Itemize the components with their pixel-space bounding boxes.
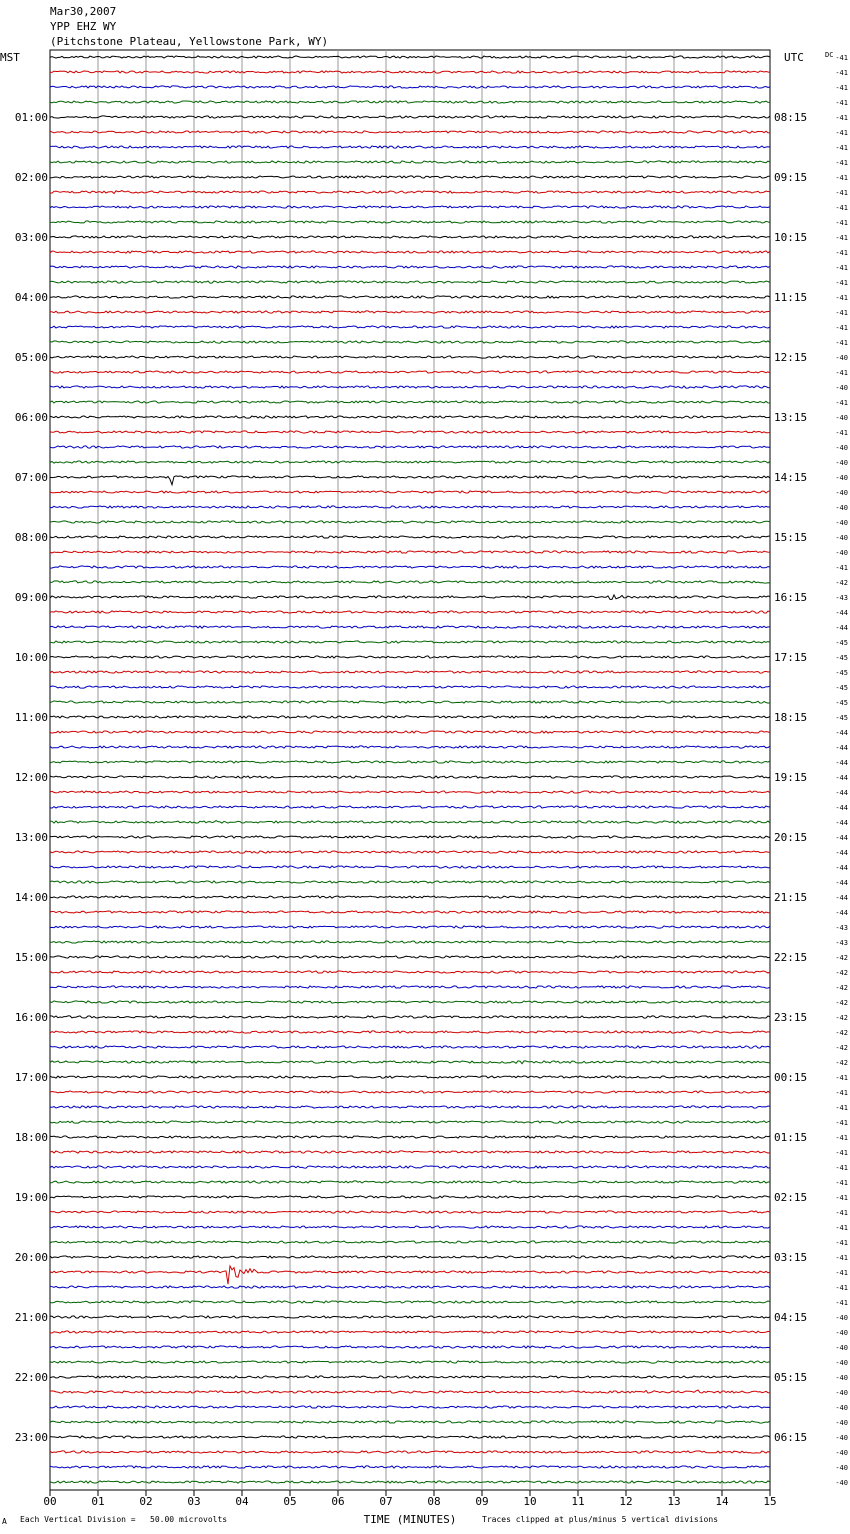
right-hour-label: 23:15 [774,1011,808,1024]
trace-row [50,1256,770,1258]
right-hour-label: 03:15 [774,1251,808,1264]
trace-row [50,956,770,958]
trace-row [50,971,770,973]
dc-offset-label: -41 [835,1089,848,1097]
trace-row [50,716,770,718]
dc-offset-label: -44 [835,624,848,632]
dc-offset-label: -41 [835,309,848,317]
trace-row [50,1106,770,1108]
trace-row [50,1136,770,1138]
x-tick-label: 12 [619,1495,633,1508]
dc-offset-label: -44 [835,729,848,737]
dc-offset-label: -45 [835,639,848,647]
trace-row [50,1301,770,1303]
dc-offset-label: -41 [835,279,848,287]
dc-offset-label: -43 [835,594,848,602]
trace-row [50,101,770,103]
trace-row [50,1151,770,1153]
dc-offset-label: -41 [835,1179,848,1187]
trace-row [50,86,770,88]
right-hour-label: 12:15 [774,351,808,364]
trace-row [50,536,770,538]
dc-offset-label: -41 [835,264,848,272]
dc-offset-label: -44 [835,834,848,842]
trace-row [50,371,770,373]
trace-row [50,791,770,793]
right-hour-label: 04:15 [774,1311,808,1324]
dc-offset-label: -40 [835,1329,848,1337]
trace-row [50,476,770,485]
trace-row [50,1211,770,1213]
dc-offset-label: -44 [835,864,848,872]
trace-row [50,641,770,643]
trace-row [50,866,770,868]
trace-row [50,266,770,268]
trace-row [50,1196,770,1198]
trace-row [50,836,770,838]
x-axis-label: TIME (MINUTES) [363,1513,457,1526]
trace-row [50,656,770,658]
right-hour-label: 15:15 [774,531,808,544]
trace-row [50,896,770,898]
trace-row [50,731,770,733]
trace-row [50,626,770,628]
trace-row [50,1061,770,1064]
right-hour-label: 00:15 [774,1071,808,1084]
trace-row [50,296,770,298]
right-hour-label: 21:15 [774,891,808,904]
left-hour-label: 09:00 [14,591,48,604]
dc-offset-label: -44 [835,789,848,797]
x-tick-label: 00 [43,1495,57,1508]
dc-offset-label: -41 [835,1299,848,1307]
dc-offset-label: -40 [835,1404,848,1412]
left-hour-label: 22:00 [14,1371,48,1384]
dc-offset-label: -41 [835,1224,848,1232]
dc-offset-label: -41 [835,249,848,257]
dc-offset-label: -45 [835,699,848,707]
right-hour-label: 05:15 [774,1371,808,1384]
trace-row [50,986,770,988]
left-hour-label: 05:00 [14,351,48,364]
x-tick-label: 08 [427,1495,441,1508]
left-hour-label: 15:00 [14,951,48,964]
trace-row [50,881,770,883]
x-tick-label: 05 [283,1495,297,1508]
left-hour-label: 17:00 [14,1071,48,1084]
dc-offset-label: -41 [835,1194,848,1202]
dc-offset-label: -41 [835,159,848,167]
x-tick-label: 07 [379,1495,393,1508]
trace-row [50,1466,770,1468]
left-tz-label: MST [0,51,20,64]
trace-row [50,1076,770,1078]
right-hour-label: 17:15 [774,651,808,664]
trace-row [50,1376,770,1378]
trace-row [50,1436,770,1438]
left-hour-label: 14:00 [14,891,48,904]
dc-offset-label: -41 [835,1104,848,1112]
left-hour-label: 03:00 [14,231,48,244]
dc-offset-label: -41 [835,1209,848,1217]
dc-offset-label: -41 [835,564,848,572]
trace-row [50,506,770,508]
right-hour-label: 01:15 [774,1131,808,1144]
right-hour-label: 22:15 [774,951,808,964]
trace-row [50,1001,770,1003]
dc-offset-label: -40 [835,414,848,422]
trace-row [50,71,770,73]
x-tick-label: 02 [139,1495,153,1508]
trace-row [50,701,770,703]
trace-row [50,251,770,253]
trace-row [50,1421,770,1423]
header-date: Mar30,2007 [50,5,117,18]
trace-row [50,146,770,148]
left-hour-label: 16:00 [14,1011,48,1024]
dc-offset-label: -41 [835,69,848,77]
dc-offset-label: -40 [835,1359,848,1367]
trace-row [50,1226,770,1228]
dc-offset-label: -42 [835,999,848,1007]
x-tick-label: 10 [523,1495,537,1508]
trace-row [50,551,770,553]
dc-offset-label: -41 [835,114,848,122]
header-location: (Pitchstone Plateau, Yellowstone Park, WY) [50,35,329,48]
trace-row [50,806,770,808]
dc-offset-label: -40 [835,1389,848,1397]
trace-row [50,761,770,763]
dc-offset-label: -40 [835,354,848,362]
x-tick-label: 01 [91,1495,105,1508]
dc-offset-label: -45 [835,654,848,662]
header-station: YPP EHZ WY [50,20,117,33]
dc-offset-label: -44 [835,849,848,857]
trace-row [50,401,770,403]
left-hour-label: 13:00 [14,831,48,844]
left-hour-label: 01:00 [14,111,48,124]
trace-row [50,311,770,313]
trace-row [50,1286,770,1288]
dc-offset-label: -44 [835,759,848,767]
right-hour-label: 02:15 [774,1191,808,1204]
dc-offset-label: -41 [835,1134,848,1142]
dc-offset-label: -41 [835,1074,848,1082]
trace-row [50,1091,770,1093]
dc-offset-label: -42 [835,1029,848,1037]
dc-offset-label: -41 [835,429,848,437]
right-hour-label: 19:15 [774,771,808,784]
right-hour-label: 11:15 [774,291,808,304]
dc-offset-label: -41 [835,1119,848,1127]
dc-offset-label: -42 [835,969,848,977]
x-tick-label: 09 [475,1495,489,1508]
trace-row [50,1346,770,1348]
left-hour-label: 23:00 [14,1431,48,1444]
x-tick-label: 11 [571,1495,585,1508]
dc-offset-label: -41 [835,54,848,62]
trace-row [50,1361,770,1363]
dc-offset-label: -40 [835,1434,848,1442]
trace-row [50,1016,770,1018]
dc-offset-label: -41 [835,84,848,92]
left-hour-label: 11:00 [14,711,48,724]
dc-offset-label: -44 [835,819,848,827]
trace-row [50,176,770,178]
dc-offset-label: -45 [835,669,848,677]
trace-row [50,1451,770,1453]
dc-offset-label: -41 [835,1269,848,1277]
dc-offset-label: -42 [835,984,848,992]
right-tz-label: UTC [784,51,804,64]
x-tick-label: 13 [667,1495,681,1508]
dc-offset-label: -41 [835,339,848,347]
trace-row [50,521,770,523]
dc-offset-label: -40 [835,549,848,557]
dc-offset-label: -40 [835,489,848,497]
trace-row [50,1166,770,1168]
left-hour-label: 08:00 [14,531,48,544]
footer-clip: Traces clipped at plus/minus 5 vertical divisions [482,1515,719,1524]
trace-row [50,221,770,223]
dc-offset-label: -41 [835,234,848,242]
dc-offset-label: -41 [835,204,848,212]
dc-offset-label: -44 [835,744,848,752]
trace-row [50,446,770,448]
trace-row [50,161,770,163]
dc-offset-label: -40 [835,534,848,542]
dc-offset-label: -42 [835,579,848,587]
dc-offset-label: -40 [835,1479,848,1487]
trace-row [50,566,770,568]
x-tick-label: 03 [187,1495,201,1508]
dc-offset-label: -41 [835,189,848,197]
dc-offset-label: -44 [835,804,848,812]
dc-offset-label: -41 [835,399,848,407]
trace-row [50,341,770,343]
trace-row [50,941,770,943]
right-hour-label: 08:15 [774,111,808,124]
trace-row [50,1266,770,1284]
left-hour-label: 07:00 [14,471,48,484]
dc-offset-label: -45 [835,684,848,692]
trace-row [50,326,770,328]
dc-offset-label: -44 [835,609,848,617]
trace-row [50,281,770,283]
dc-offset-label: -42 [835,1014,848,1022]
dc-offset-label: -40 [835,519,848,527]
dc-offset-label: -40 [835,1419,848,1427]
x-tick-label: 15 [763,1495,777,1508]
trace-row [50,1316,770,1318]
dc-offset-label: -41 [835,1164,848,1172]
dc-offset-label: -41 [835,369,848,377]
left-hour-label: 12:00 [14,771,48,784]
trace-row [50,1331,770,1333]
left-hour-label: 02:00 [14,171,48,184]
dc-offset-label: -43 [835,924,848,932]
dc-offset-label: -41 [835,1239,848,1247]
dc-offset-label: -41 [835,219,848,227]
dc-offset-label: -41 [835,324,848,332]
trace-row [50,851,770,853]
trace-row [50,1046,770,1048]
x-tick-label: 06 [331,1495,345,1508]
x-tick-label: 14 [715,1495,729,1508]
dc-offset-label: -41 [835,144,848,152]
left-hour-label: 20:00 [14,1251,48,1264]
trace-row [50,1406,770,1408]
dc-offset-label: -43 [835,939,848,947]
dc-offset-label: -41 [835,1149,848,1157]
trace-row [50,911,770,913]
trace-row [50,1481,770,1483]
dc-offset-label: -44 [835,909,848,917]
dc-offset-label: -44 [835,894,848,902]
right-hour-label: 10:15 [774,231,808,244]
left-hour-label: 06:00 [14,411,48,424]
left-hour-label: 04:00 [14,291,48,304]
trace-row [50,491,770,493]
right-hour-label: 13:15 [774,411,808,424]
left-hour-label: 19:00 [14,1191,48,1204]
footer-scale: Each Vertical Division = 50.00 microvolts [20,1515,228,1524]
dc-offset-label: -40 [835,1314,848,1322]
dc-offset-label: -40 [835,504,848,512]
trace-row [50,1031,770,1033]
trace-row [50,431,770,433]
dc-offset-label: -40 [835,384,848,392]
dc-offset-label: -40 [835,444,848,452]
trace-row [50,776,770,778]
right-hour-label: 09:15 [774,171,808,184]
trace-row [50,611,770,613]
left-hour-label: 10:00 [14,651,48,664]
trace-row [50,1390,770,1393]
right-hour-label: 14:15 [774,471,808,484]
trace-row [50,386,770,388]
dc-offset-label: -44 [835,879,848,887]
trace-row [50,206,770,208]
footer-corner: A [2,1517,7,1526]
dc-offset-label: -40 [835,1374,848,1382]
right-hour-label: 06:15 [774,1431,808,1444]
trace-row [50,461,770,463]
trace-row [50,356,770,358]
dc-offset-label: -40 [835,1464,848,1472]
x-tick-label: 04 [235,1495,249,1508]
trace-row [50,236,770,238]
right-hour-label: 18:15 [774,711,808,724]
trace-row [50,926,770,928]
dc-offset-label: -41 [835,1254,848,1262]
trace-row [50,1181,770,1183]
dc-offset-label: -42 [835,1044,848,1052]
right-hour-label: 16:15 [774,591,808,604]
trace-row [50,1241,770,1243]
dc-offset-label: -44 [835,774,848,782]
trace-row [50,581,770,583]
trace-row [50,131,770,133]
trace-row [50,1121,770,1123]
dc-offset-label: -40 [835,1449,848,1457]
dc-offset-label: -41 [835,294,848,302]
trace-row [50,191,770,194]
dc-offset-label: -42 [835,954,848,962]
left-hour-label: 21:00 [14,1311,48,1324]
right-hour-label: 20:15 [774,831,808,844]
trace-row [50,746,770,748]
trace-row [50,416,770,418]
dc-offset-label: -40 [835,459,848,467]
trace-row [50,671,770,673]
dc-offset-label: -42 [835,1059,848,1067]
trace-row [50,821,770,824]
dc-offset-label: -41 [835,99,848,107]
dc-offset-label: -41 [835,129,848,137]
dc-offset-label: -40 [835,1344,848,1352]
trace-row [50,686,770,688]
dc-label: DC [825,51,834,59]
dc-offset-label: -41 [835,174,848,182]
trace-row [50,56,770,58]
left-hour-label: 18:00 [14,1131,48,1144]
dc-offset-label: -41 [835,1284,848,1292]
dc-offset-label: -45 [835,714,848,722]
trace-row [50,116,770,118]
trace-row [50,595,770,600]
dc-offset-label: -40 [835,474,848,482]
